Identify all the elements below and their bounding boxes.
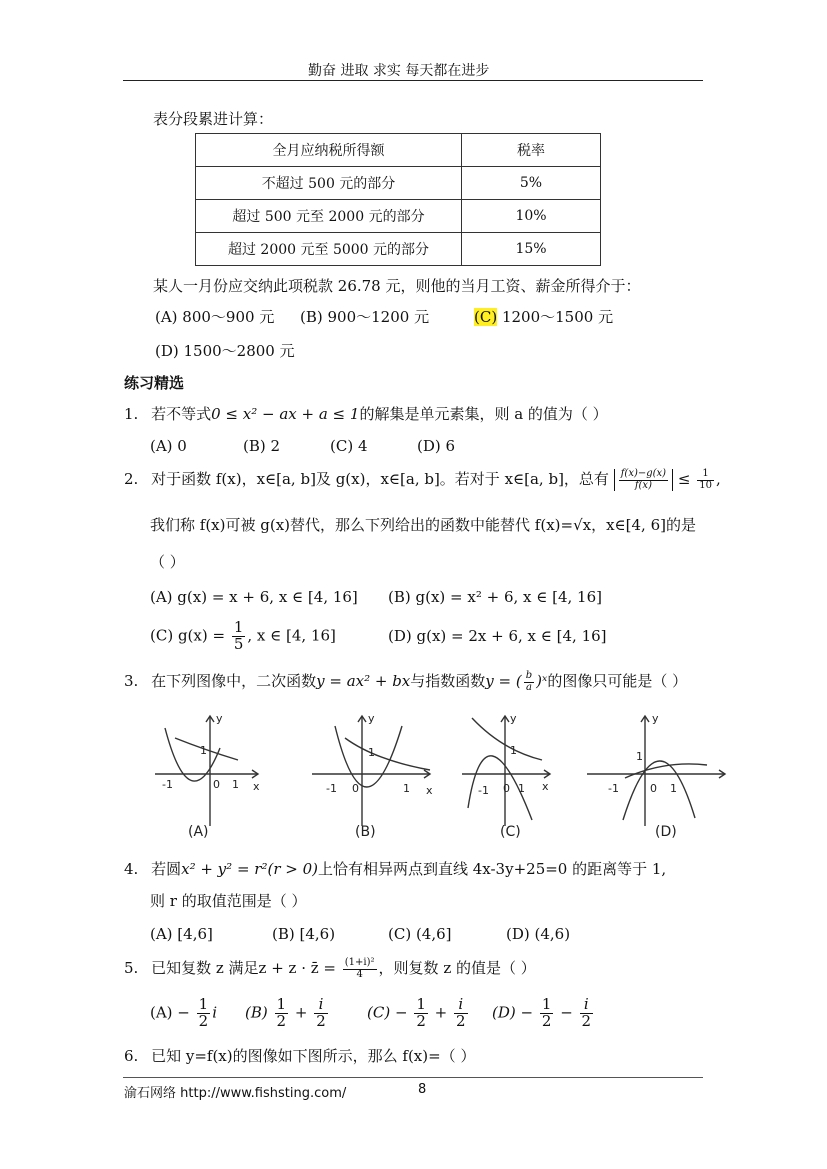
option-text: (C) g(x) = [150,626,226,645]
problem-number: 6. [124,1047,139,1065]
abs-value [614,469,673,491]
axis-y-label: y [510,712,517,725]
numerator: i [454,997,468,1014]
p1-option-d: (D) 6 [417,437,456,455]
problem-text: 对于函数 f(x)，x∈[a, b]及 g(x)，x∈[a, b]。若对于 x∈[a, b]，总有 [151,470,609,488]
denominator: 2 [416,1011,426,1030]
problem-text: 的解集是单元素集，则 a 的值为（ ） [359,405,608,423]
fraction [414,997,428,1030]
denominator: 5 [233,634,244,653]
graphs-figure [150,708,730,843]
p2-line2: 我们称 f(x)可被 g(x)替代，那么下列给出的函数中能替代 f(x)=√x，x∈[4, 6]的是 [150,516,696,534]
problem-text: 的图像只可能是（ ） [547,672,688,690]
problem-number: 3. [124,672,139,690]
problem-4 [124,858,666,879]
denominator: a [525,681,532,693]
numerator: 1 [416,995,426,1013]
p5-option-d [492,997,595,1030]
question-text: 某人一月份应交纳此项税款 26.78 元，则他的当月工资、薪金所得介于： [153,277,641,295]
graph-a [155,716,258,826]
p2-option-a: (A) g(x) = x + 6, x ∈ [4, 16] [150,588,358,606]
p2-option-c [150,620,336,653]
problem-math: y = ( [485,672,522,690]
problem-5 [124,957,536,980]
footer-page-number: 8 [418,1082,427,1097]
problem-text: 与指数函数 [410,672,486,690]
problem-number: 4. [124,860,139,878]
problem-text: 上恰有相异两点到直线 4x-3y+25=0 的距离等于 1, [317,860,667,878]
numerator: i [580,997,594,1014]
axis-y-label: y [368,712,375,725]
p4-option-d: (D) (4,6) [506,925,571,943]
p4-line2: 则 r 的取值范围是（ ） [150,892,307,910]
option-text: (B) [245,1003,268,1022]
numerator: b [525,670,533,681]
table-cell: 10% [462,200,601,233]
denominator: 10 [699,479,712,491]
p5-option-a [150,997,217,1030]
minus-sign: − [560,1003,573,1022]
problem-text: 已知 y=f(x)的图像如下图所示，那么 f(x)=（ ） [151,1047,476,1065]
fraction [232,620,246,653]
problem-math: x² + y² = r²(r > 0) [181,860,318,878]
axis-y-label: y [652,712,659,725]
problem-6 [124,1045,475,1066]
denominator: 4 [356,968,363,980]
option-text: (A) − [150,1003,190,1022]
option-d: (D) 1500～2800 元 [155,342,295,360]
p5-option-b [245,997,330,1030]
denominator: 2 [456,1011,466,1030]
problem-3 [124,670,687,693]
problem-text: 已知复数 z 满足z + z · z̄ = [151,959,336,977]
problem-math: y = ax² + bx [316,672,411,690]
graph-b [312,716,430,826]
le-sign: ≤ [677,470,691,488]
denominator: f(x) [634,479,652,491]
tick-neg-one: -1 [608,782,619,795]
plus-sign: + [434,1003,448,1022]
comma: , [715,470,721,488]
fraction [275,997,289,1030]
tick-zero: 0 [650,782,657,795]
tick-zero: 0 [213,778,220,791]
graph-label: (D) [655,824,677,840]
numerator: 1 [233,618,244,636]
table-row [196,233,601,266]
footer-rule [123,1077,703,1078]
tick-one: 1 [200,744,207,757]
fraction [524,671,534,693]
plus-sign: + [294,1003,308,1022]
tick-one: 1 [232,778,239,791]
header-motto: 勤奋 进取 求实 每天都在进步 [308,63,490,79]
problem-1 [124,403,608,424]
numerator: 1 [541,995,552,1013]
option-c-text: 1200～1500 元 [497,308,614,326]
numerator: 1 [198,995,209,1013]
tax-table [195,133,601,266]
denominator: 2 [541,1011,552,1030]
table-cell: 超过 500 元至 2000 元的部分 [196,200,462,233]
problem-math: 0 ≤ x² − ax + a ≤ 1 [211,405,360,423]
problem-text: ，则复数 z 的值是（ ） [378,959,536,977]
tick-zero: 0 [503,782,510,795]
denominator: 2 [581,1011,592,1030]
fraction [540,997,554,1030]
graph-d [587,716,725,826]
tick-neg-one: -1 [162,778,173,791]
fraction [697,469,714,491]
header-rule [123,80,703,81]
tick-neg-one: -1 [326,782,337,795]
fraction [619,469,668,491]
p5-option-c [367,997,470,1030]
problem-math: )ˣ [536,672,548,690]
denominator: 2 [276,1011,287,1030]
table-row [196,200,601,233]
tick-one: 1 [518,782,525,795]
option-text: (C) − [367,1003,408,1022]
option-b: (B) 900～1200 元 [300,308,430,326]
footer-site: 渝石网络 http://www.fishsting.com/ [124,1086,347,1101]
fraction [343,958,377,980]
table-cell: 5% [462,167,601,200]
p2-paren: （ ） [150,553,185,571]
p2-option-b: (B) g(x) = x² + 6, x ∈ [4, 16] [388,588,602,606]
graph-label: (B) [355,824,376,840]
option-text: i [212,1003,218,1022]
p1-option-c: (C) 4 [330,437,368,455]
table-cell: 超过 2000 元至 5000 元的部分 [196,233,462,266]
problem-text: 在下列图像中，二次函数 [151,672,317,690]
option-text: , x ∈ [4, 16] [247,626,336,645]
p1-option-a: (A) 0 [150,437,187,455]
problem-text: 若圆 [151,860,182,878]
fraction [314,997,328,1030]
section-title: 练习精选 [124,374,185,392]
tick-zero: 0 [352,782,359,795]
fraction [454,997,468,1030]
problem-text: 若不等式 [151,405,212,423]
axis-x-label: x [542,780,549,793]
numerator: 1 [276,995,287,1013]
numerator: (1+i)² [344,957,375,968]
table-cell: 不超过 500 元的部分 [196,167,462,200]
p4-option-a: (A) [4,6] [150,925,213,943]
table-row [196,167,601,200]
graph-c [462,716,550,826]
numerator: f(x)−g(x) [620,468,667,479]
p4-option-b: (B) [4,6) [272,925,336,943]
tick-one: 1 [403,782,410,795]
denominator: 2 [316,1011,326,1030]
p1-option-b: (B) 2 [243,437,281,455]
numerator: 1 [697,469,714,481]
tick-one: 1 [510,744,517,757]
option-c-highlight: (C) [474,308,498,326]
numerator: i [314,997,328,1014]
p2-option-d: (D) g(x) = 2x + 6, x ∈ [4, 16] [388,627,607,645]
table-header-cell: 全月应纳税所得额 [196,134,462,167]
axis-x-label: x [426,784,433,797]
graph-label: (C) [500,824,521,840]
graph-label: (A) [188,824,209,840]
tick-one: 1 [670,782,677,795]
option-text: (D) − [492,1003,534,1022]
problem-2 [124,468,721,491]
table-header-cell: 税率 [462,134,601,167]
fraction [580,997,594,1030]
table-header-row [196,134,601,167]
tick-one: 1 [636,750,643,763]
fraction [197,997,211,1030]
axis-y-label: y [216,712,223,725]
table-cell: 15% [462,233,601,266]
tick-one: 1 [368,746,375,759]
problem-number: 5. [124,959,139,977]
intro-text: 表分段累进计算： [153,110,274,128]
denominator: 2 [198,1011,209,1030]
problem-number: 1. [124,405,139,423]
tick-neg-one: -1 [478,784,489,797]
axis-x-label: x [253,780,260,793]
option-a: (A) 800～900 元 [155,308,275,326]
p4-option-c: (C) (4,6] [388,925,452,943]
problem-number: 2. [124,470,139,488]
option-c [474,306,613,327]
